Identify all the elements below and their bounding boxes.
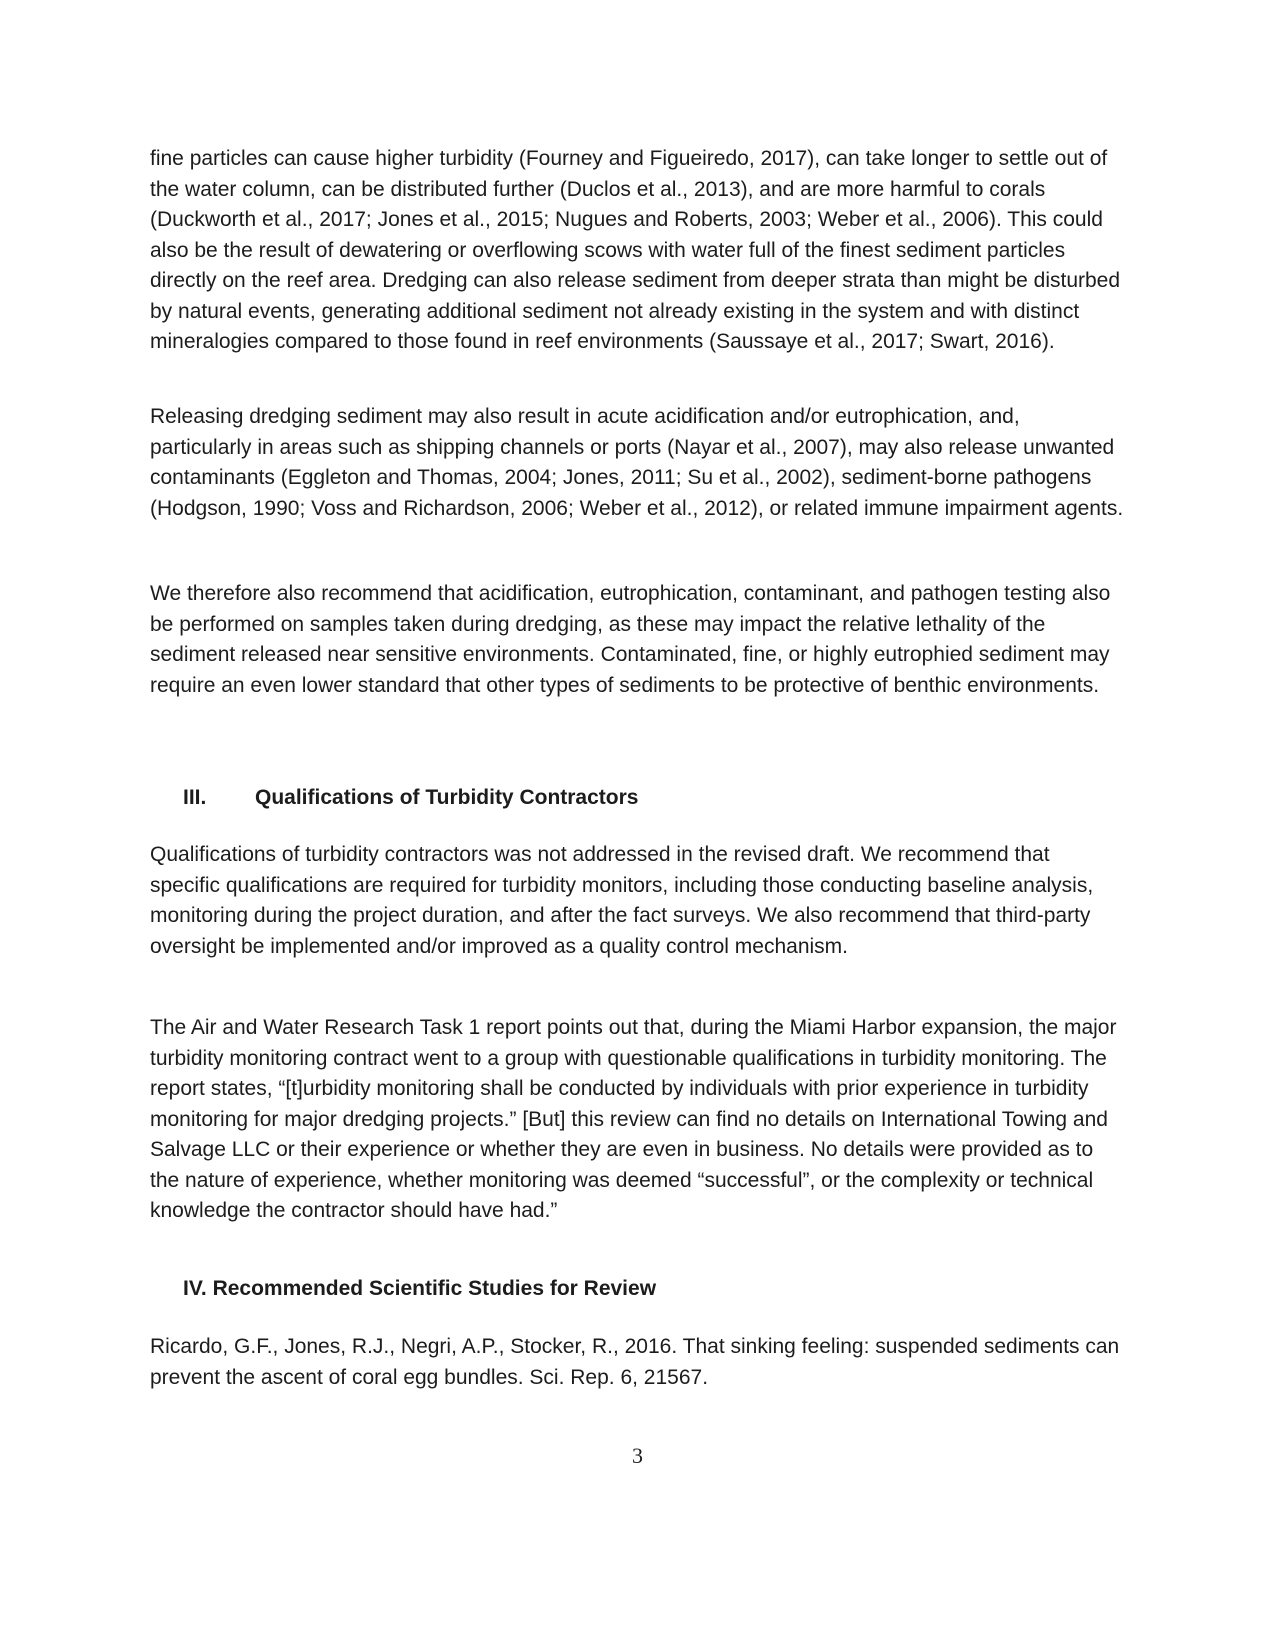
- section-title: Qualifications of Turbidity Contractors: [255, 786, 639, 809]
- paragraph-dredging-contaminants: Releasing dredging sediment may also result in acute acidification and/or eutrophication, and, particularly in areas such as shipping channels or ports (Nayar et al., 2007), may also release unwanted contaminants (Eggleton and Thomas, 2004; Jones, 2011; Su et al., 2002), sediment-borne pathogens (Hodgson, 1990; Voss and Richardson, 2006; Weber et al., 2012), or related immune impairment agents.: [150, 405, 1124, 520]
- paragraph-sediment-particles: fine particles can cause higher turbidity (Fourney and Figueiredo, 2017), can take longer to settle out of the water column, can be distributed further (Duclos et al., 2013), and are more harmful to corals (Duckworth et al., 2017; Jones et al., 2015; Nugues and Roberts, 2003; Weber et al., 2006). This could also be the result of dewatering or overflowing scows with water full of the finest sediment particles directly on the reef area. Dredging can also release sediment from deeper strata than might be disturbed by natural events, generating additional sediment not already existing in the system and with distinct mineralogies compared to those found in reef environments (Saussaye et al., 2017; Swart, 2016).: [150, 147, 1121, 353]
- section-heading-iii: [183, 783, 638, 813]
- paragraph-miami-harbor-report: The Air and Water Research Task 1 report points out that, during the Miami Harbor expansion, the major turbidity monitoring contract went to a group with questionable qualifications in turbidity monitoring. The report states, “[t]urbidity monitoring shall be conducted by individuals with prior experience in turbidity monitoring for major dredging projects.” [But] this review can find no details on International Towing and Salvage LLC or their experience or whether they are even in business. No details were provided as to the nature of experience, whether monitoring was deemed “successful”, or the complexity or technical knowledge the contractor should have had.”: [150, 1016, 1117, 1222]
- reference-entry: Ricardo, G.F., Jones, R.J., Negri, A.P., Stocker, R., 2016. That sinking feeling: suspended sediments can prevent the ascent of coral egg bundles. Sci. Rep. 6, 21567.: [150, 1335, 1120, 1389]
- page-number: 3: [632, 1443, 643, 1468]
- paragraph-testing-recommendation: We therefore also recommend that acidification, eutrophication, contaminant, and pathogen testing also be performed on samples taken during dredging, as these may impact the relative lethality of the sediment released near sensitive environments. Contaminated, fine, or highly eutrophied sediment may require an even lower standard that other types of sediments to be protective of benthic environments.: [150, 582, 1111, 697]
- paragraph-contractor-qualifications: Qualifications of turbidity contractors was not addressed in the revised draft. We recommend that specific qualifications are required for turbidity monitors, including those conducting baseline analysis, monitoring during the project duration, and after the fact surveys. We also recommend that third-party oversight be implemented and/or improved as a quality control mechanism.: [150, 843, 1094, 958]
- section-heading-iv: IV. Recommended Scientific Studies for Review: [183, 1277, 657, 1300]
- section-number: III.: [183, 786, 207, 809]
